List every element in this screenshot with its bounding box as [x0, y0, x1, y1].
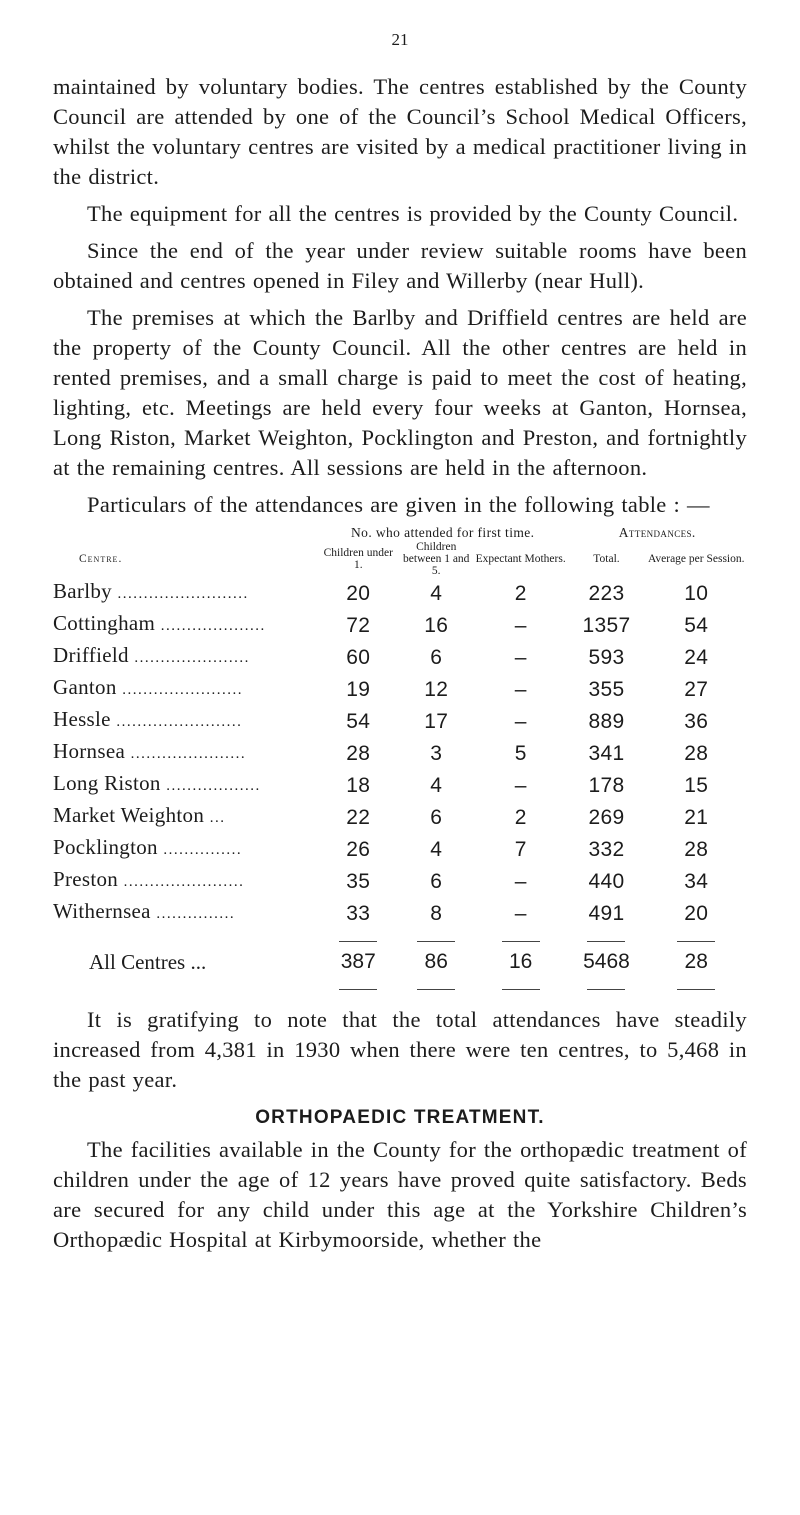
centre-name: Driffield	[53, 643, 129, 667]
dot-leader: ...............	[163, 842, 243, 858]
cell-between: 4	[430, 837, 443, 861]
col-header-centre: Centre.	[79, 553, 123, 565]
cell-average: 34	[684, 869, 709, 893]
centre-name: Preston	[53, 867, 119, 891]
table-row	[53, 897, 747, 929]
paragraph-1: maintained by voluntary bodies. The centres established by the County Council are attended by one of the Council’s School Medical Officers, whilst the voluntary centres are visited by a medical practitioner living in the district.	[53, 74, 747, 189]
cell-between: 6	[430, 645, 443, 669]
col-header-average: Average per Session.	[647, 553, 745, 565]
closing-paragraph: It is gratifying to note that the total attendances have steadily increased from 4,381 in 1930 when there were ten centres, to 5,468 in the past year.	[53, 1007, 747, 1092]
total-under1: 387	[340, 950, 376, 973]
centre-name: Long Riston	[53, 771, 161, 795]
cell-between: 6	[430, 805, 443, 829]
col-header-total: Total.	[593, 553, 620, 565]
cell-under1: 19	[346, 677, 371, 701]
cell-under1: 20	[346, 581, 371, 605]
table-row	[53, 737, 747, 769]
table-row	[53, 769, 747, 801]
cell-between: 16	[424, 613, 449, 637]
cell-total: 332	[588, 837, 625, 861]
cell-total: 889	[588, 709, 625, 733]
cell-under1: 26	[346, 837, 371, 861]
cell-average: 28	[684, 837, 709, 861]
cell-expectant: –	[514, 709, 527, 733]
table-row	[53, 705, 747, 737]
cell-between: 6	[430, 869, 443, 893]
col-header-under1: Children under 1.	[323, 547, 393, 571]
total-average: 28	[684, 950, 708, 973]
total-expectant: 16	[509, 950, 533, 973]
cell-under1: 35	[346, 869, 371, 893]
page-body	[53, 72, 747, 1262]
cell-total: 178	[588, 773, 625, 797]
cell-total: 491	[588, 901, 625, 925]
cell-expectant: –	[514, 645, 527, 669]
cell-under1: 18	[346, 773, 371, 797]
cell-expectant: 7	[514, 837, 527, 861]
table-row	[53, 577, 747, 609]
cell-average: 15	[684, 773, 709, 797]
cell-between: 8	[430, 901, 443, 925]
cell-total: 440	[588, 869, 625, 893]
cell-average: 24	[684, 645, 709, 669]
centre-name: Withernsea	[53, 899, 151, 923]
cell-under1: 33	[346, 901, 371, 925]
centre-name: Market Weighton	[53, 803, 205, 827]
section-paragraph: The facilities available in the County for the orthopædic treatment of children under the age of 12 years have proved quite satisfactory. Beds are secured for any child under this age at the Yorkshire Children’s Orthopædic Hospital at Kirbymoorside, whether the	[53, 1137, 747, 1252]
rule-row-bottom	[53, 977, 747, 995]
table-row	[53, 673, 747, 705]
cell-expectant: 2	[514, 805, 527, 829]
table-column-header-row	[53, 541, 747, 577]
sum-rule	[587, 941, 625, 942]
cell-average: 54	[684, 613, 709, 637]
cell-average: 28	[684, 741, 709, 765]
cell-expectant: –	[514, 869, 527, 893]
centre-name: Cottingham	[53, 611, 156, 635]
total-total: 5468	[583, 950, 630, 973]
cell-total: 269	[588, 805, 625, 829]
sum-rule	[677, 941, 715, 942]
cell-between: 3	[430, 741, 443, 765]
cell-total: 341	[588, 741, 625, 765]
cell-under1: 72	[346, 613, 371, 637]
cell-under1: 22	[346, 805, 371, 829]
table-row	[53, 641, 747, 673]
table-row	[53, 609, 747, 641]
cell-expectant: –	[514, 677, 527, 701]
cell-expectant: 2	[514, 581, 527, 605]
dot-leader: ..................	[166, 778, 261, 794]
table-row	[53, 865, 747, 897]
dot-leader: ......................	[134, 650, 250, 666]
cell-between: 17	[424, 709, 449, 733]
totals-label: All Centres	[89, 950, 186, 974]
totals-row	[53, 947, 747, 977]
section-heading: ORTHOPAEDIC TREATMENT.	[255, 1107, 545, 1128]
dot-leader: ......................	[130, 746, 247, 762]
cell-average: 36	[684, 709, 709, 733]
cell-expectant: –	[514, 773, 527, 797]
dot-leader: ...	[190, 950, 207, 974]
cell-average: 27	[684, 677, 709, 701]
centre-name: Barlby	[53, 579, 112, 603]
cell-average: 20	[684, 901, 709, 925]
sum-rule	[587, 989, 625, 990]
group-header-first-time: No. who attended for first time.	[351, 525, 535, 540]
paragraph-5: Particulars of the attendances are given in the following table : —	[87, 492, 710, 517]
sum-rule	[502, 989, 540, 990]
dot-leader: .........................	[117, 586, 249, 602]
paragraph-3: Since the end of the year under review suitable rooms have been obtained and centres opened in Filey and Willerby (near Hull).	[53, 238, 747, 293]
cell-under1: 28	[346, 741, 371, 765]
centre-name: Hornsea	[53, 739, 126, 763]
sum-rule	[677, 989, 715, 990]
page-number: 21	[391, 30, 409, 49]
sum-rule	[417, 989, 455, 990]
sum-rule	[339, 941, 377, 942]
cell-between: 12	[424, 677, 449, 701]
cell-between: 4	[430, 581, 443, 605]
dot-leader: .......................	[122, 682, 243, 698]
cell-under1: 54	[346, 709, 371, 733]
table-row	[53, 801, 747, 833]
total-between: 86	[424, 950, 448, 973]
col-header-between: Children between 1 and 5.	[403, 541, 470, 577]
dot-leader: ...	[209, 810, 226, 826]
sum-rule	[339, 989, 377, 990]
dot-leader: .......................	[123, 874, 245, 890]
dot-leader: ........................	[116, 714, 243, 730]
paragraph-2: The equipment for all the centres is provided by the County Council.	[87, 201, 739, 226]
cell-expectant: –	[514, 613, 527, 637]
dot-leader: ...............	[156, 906, 236, 922]
group-header-attendances: Attendances.	[618, 525, 696, 540]
rule-row-top	[53, 929, 747, 947]
dot-leader: ....................	[160, 618, 266, 634]
sum-rule	[417, 941, 455, 942]
cell-average: 21	[684, 805, 709, 829]
col-header-expectant: Expectant Mothers.	[475, 553, 566, 565]
centre-name: Hessle	[53, 707, 111, 731]
cell-total: 355	[588, 677, 625, 701]
sum-rule	[502, 941, 540, 942]
centre-name: Ganton	[53, 675, 117, 699]
paragraph-4: The premises at which the Barlby and Driffield centres are held are the property of the County Council. All the other centres are held in rented premises, and a small charge is paid to meet the cost of heating, lighting, etc. Meetings are held every four weeks at Ganton, Hornsea, Long Riston, Market Weighton, Pocklington and Preston, and fortnightly at the remaining centres. All sessions are held in the afternoon.	[53, 305, 747, 480]
cell-total: 1357	[582, 613, 631, 637]
cell-under1: 60	[346, 645, 371, 669]
cell-expectant: –	[514, 901, 527, 925]
cell-total: 223	[588, 581, 625, 605]
table-group-header-row	[53, 524, 747, 541]
cell-total: 593	[588, 645, 625, 669]
table-row	[53, 833, 747, 865]
attendance-table	[53, 524, 747, 995]
cell-expectant: 5	[514, 741, 527, 765]
cell-between: 4	[430, 773, 443, 797]
centre-name: Pocklington	[53, 835, 158, 859]
cell-average: 10	[684, 581, 709, 605]
